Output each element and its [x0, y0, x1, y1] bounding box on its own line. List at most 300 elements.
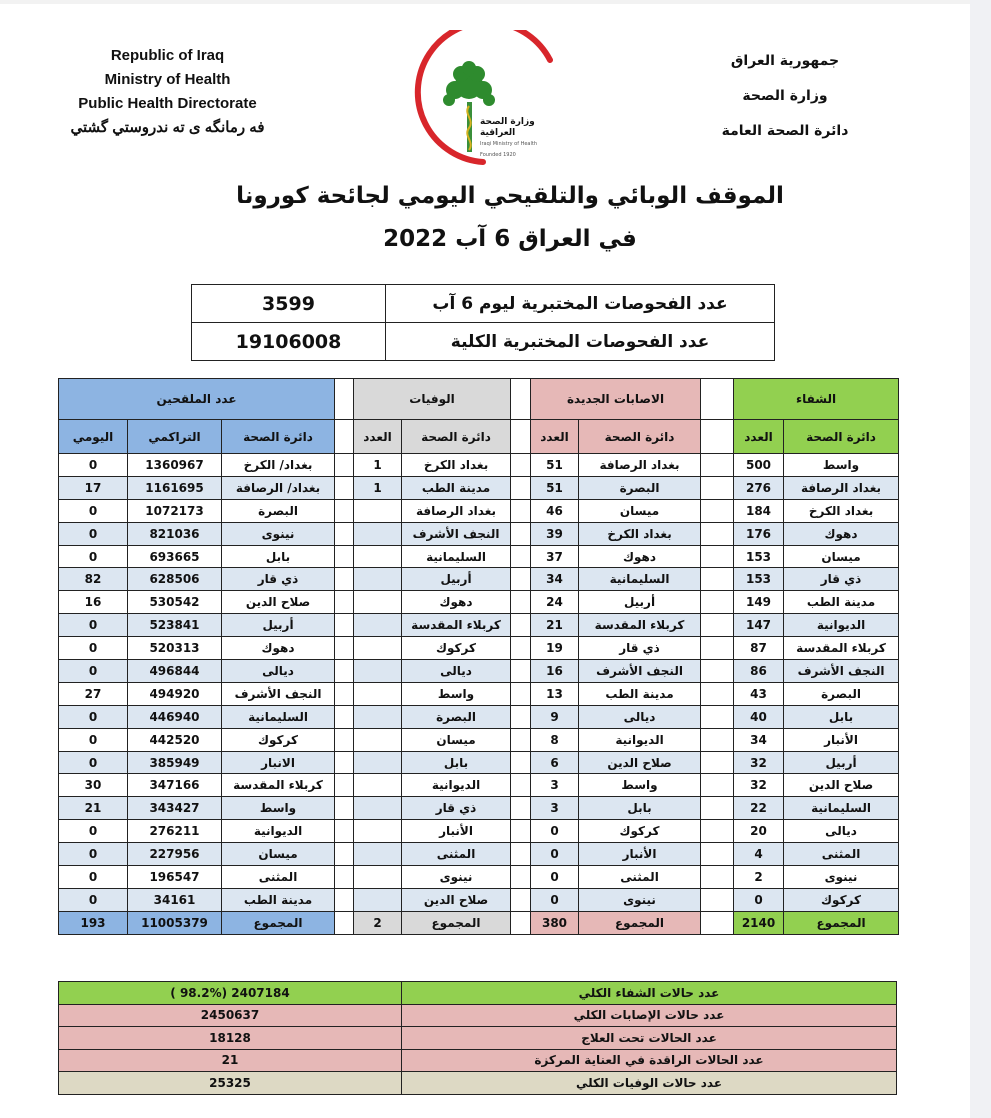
- recovered-directorate-cell: مدينة الطب: [784, 591, 899, 614]
- vaccinated-section-title: عدد الملقحين: [59, 379, 335, 420]
- column-gap: [335, 774, 354, 797]
- vaccinated-daily-cell: 0: [59, 888, 128, 911]
- table-row: [59, 866, 899, 889]
- vaccinated-daily-cell: 0: [59, 728, 128, 751]
- report-title: الموقف الوبائي والتلقيحي اليومي لجائحة كورونا: [236, 183, 784, 209]
- column-gap: [511, 705, 531, 728]
- column-gap: [701, 637, 734, 660]
- english-header-line: Republic of Iraq: [110, 47, 225, 64]
- cases-count-cell: 46: [531, 499, 579, 522]
- deaths-count-cell: [354, 637, 402, 660]
- deaths-count-cell: [354, 522, 402, 545]
- deaths-directorate-cell: النجف الأشرف: [402, 522, 511, 545]
- column-gap: [511, 660, 531, 683]
- col-header-recovered-count: العدد: [734, 420, 784, 454]
- cases-directorate-cell: بابل: [579, 797, 701, 820]
- vaccinated-daily-cell: 16: [59, 591, 128, 614]
- table-row: [59, 591, 899, 614]
- recovered-count-cell: 87: [734, 637, 784, 660]
- column-gap: [701, 751, 734, 774]
- logo-leaf: [443, 94, 455, 106]
- summary-label: عدد حالات الإصابات الكلي: [402, 1004, 897, 1027]
- deaths-directorate-cell: مدينة الطب: [402, 476, 511, 499]
- col-header-cases-count: العدد: [531, 420, 579, 454]
- vaccinated-total-label: المجموع: [222, 911, 335, 934]
- vaccinated-cumulative-cell: 442520: [128, 728, 222, 751]
- table-row: [59, 660, 899, 683]
- recovered-directorate-cell: البصرة: [784, 682, 899, 705]
- cases-directorate-cell: بغداد الرصافة: [579, 454, 701, 477]
- cases-directorate-cell: صلاح الدين: [579, 751, 701, 774]
- report-subtitle: في العراق 6 آب 2022: [383, 226, 637, 252]
- vaccinated-cumulative-cell: 530542: [128, 591, 222, 614]
- deaths-count-cell: 1: [354, 454, 402, 477]
- vaccinated-daily-cell: 0: [59, 637, 128, 660]
- vaccinated-daily-cell: 0: [59, 545, 128, 568]
- recovered-directorate-cell: نينوى: [784, 866, 899, 889]
- cases-count-cell: 6: [531, 751, 579, 774]
- deaths-directorate-cell: الأنبار: [402, 820, 511, 843]
- column-gap: [511, 751, 531, 774]
- logo-text: [480, 117, 560, 161]
- column-gap: [335, 843, 354, 866]
- recovered-directorate-cell: بابل: [784, 705, 899, 728]
- vaccinated-daily-cell: 0: [59, 454, 128, 477]
- recovered-count-cell: 276: [734, 476, 784, 499]
- table-row: [59, 637, 899, 660]
- summary-row-cases: [59, 1004, 897, 1027]
- recovered-count-cell: 149: [734, 591, 784, 614]
- column-gap: [511, 476, 531, 499]
- vaccinated-directorate-cell: بغداد/ الرصافة: [222, 476, 335, 499]
- summary-value: 18128: [59, 1027, 402, 1050]
- recovered-directorate-cell: كربلاء المقدسة: [784, 637, 899, 660]
- table-row: [59, 888, 899, 911]
- logo-leaf: [483, 94, 495, 106]
- deaths-count-cell: [354, 843, 402, 866]
- viewer-side-strip: [970, 0, 991, 1118]
- deaths-count-cell: [354, 888, 402, 911]
- column-gap: [335, 682, 354, 705]
- column-gap: [701, 522, 734, 545]
- recovered-count-cell: 20: [734, 820, 784, 843]
- cases-count-cell: 19: [531, 637, 579, 660]
- column-gap: [335, 866, 354, 889]
- cases-directorate-cell: واسط: [579, 774, 701, 797]
- vaccinated-directorate-cell: واسط: [222, 797, 335, 820]
- kurdish-header-line: فه رمانگه ى ته ندروستي گشتي: [70, 119, 265, 136]
- deaths-directorate-cell: الديوانية: [402, 774, 511, 797]
- col-header-deaths-count: العدد: [354, 420, 402, 454]
- deaths-count-cell: [354, 660, 402, 683]
- column-gap: [701, 820, 734, 843]
- cases-count-cell: 13: [531, 682, 579, 705]
- column-gap: [335, 637, 354, 660]
- column-gap: [335, 379, 354, 420]
- vaccinated-daily-cell: 21: [59, 797, 128, 820]
- vaccinated-directorate-cell: السليمانية: [222, 705, 335, 728]
- summary-value: 2450637: [59, 1004, 402, 1027]
- vaccinated-cumulative-cell: 196547: [128, 866, 222, 889]
- deaths-directorate-cell: بابل: [402, 751, 511, 774]
- column-gap: [701, 379, 734, 420]
- column-gap: [701, 591, 734, 614]
- lab-tests-table: [191, 284, 775, 361]
- col-header-deaths-directorate: دائرة الصحة: [402, 420, 511, 454]
- deaths-directorate-cell: ديالى: [402, 660, 511, 683]
- deaths-count-cell: [354, 568, 402, 591]
- recovered-directorate-cell: الديوانية: [784, 614, 899, 637]
- deaths-total-label: المجموع: [402, 911, 511, 934]
- vaccinated-cumulative-cell: 628506: [128, 568, 222, 591]
- english-header: [60, 44, 275, 140]
- vaccinated-daily-total: 193: [59, 911, 128, 934]
- recovered-directorate-cell: ذي قار: [784, 568, 899, 591]
- deaths-count-cell: [354, 866, 402, 889]
- table-row: [59, 545, 899, 568]
- cases-directorate-cell: البصرة: [579, 476, 701, 499]
- column-gap: [701, 797, 734, 820]
- column-gap: [701, 420, 734, 454]
- vaccinated-daily-cell: 0: [59, 614, 128, 637]
- cases-count-cell: 51: [531, 476, 579, 499]
- deaths-total: 2: [354, 911, 402, 934]
- tests-total-label: عدد الفحوصات المختبرية الكلية: [386, 323, 775, 361]
- column-gap: [511, 774, 531, 797]
- english-header-line: Ministry of Health: [104, 71, 231, 88]
- vaccinated-daily-cell: 30: [59, 774, 128, 797]
- recovered-count-cell: 176: [734, 522, 784, 545]
- col-header-vaccinated-daily: اليومي: [59, 420, 128, 454]
- vaccinated-cumulative-cell: 385949: [128, 751, 222, 774]
- recovered-count-cell: 32: [734, 751, 784, 774]
- vaccinated-directorate-cell: الديوانية: [222, 820, 335, 843]
- logo-name-en: Iraqi Ministry of Health: [480, 141, 538, 147]
- deaths-count-cell: 1: [354, 476, 402, 499]
- vaccinated-daily-cell: 27: [59, 682, 128, 705]
- cases-directorate-cell: مدينة الطب: [579, 682, 701, 705]
- deaths-directorate-cell: السليمانية: [402, 545, 511, 568]
- vaccinated-cumulative-cell: 496844: [128, 660, 222, 683]
- recovered-directorate-cell: ديالى: [784, 820, 899, 843]
- cases-count-cell: 0: [531, 843, 579, 866]
- vaccinated-directorate-cell: كربلاء المقدسة: [222, 774, 335, 797]
- recovered-count-cell: 86: [734, 660, 784, 683]
- totals-row: [59, 911, 899, 934]
- recovered-count-cell: 40: [734, 705, 784, 728]
- tests-daily-value: 3599: [192, 285, 386, 323]
- vaccinated-directorate-cell: دهوك: [222, 637, 335, 660]
- summary-row-deaths: [59, 1072, 897, 1095]
- vaccinated-directorate-cell: ذي قار: [222, 568, 335, 591]
- recovered-directorate-cell: دهوك: [784, 522, 899, 545]
- vaccinated-daily-cell: 0: [59, 499, 128, 522]
- summary-row-active: [59, 1027, 897, 1050]
- cases-directorate-cell: دهوك: [579, 545, 701, 568]
- column-gap: [511, 797, 531, 820]
- summary-value: 21: [59, 1049, 402, 1072]
- column-gap: [511, 614, 531, 637]
- table-row: [59, 614, 899, 637]
- column-gap: [701, 476, 734, 499]
- deaths-directorate-cell: ميسان: [402, 728, 511, 751]
- top-border: [0, 0, 970, 4]
- column-gap: [511, 379, 531, 420]
- column-gap: [335, 522, 354, 545]
- deaths-directorate-cell: بغداد الكرخ: [402, 454, 511, 477]
- recovered-directorate-cell: السليمانية: [784, 797, 899, 820]
- summary-value: ( 98.2%) 2407184: [59, 982, 402, 1005]
- recovered-count-cell: 32: [734, 774, 784, 797]
- column-gap: [335, 820, 354, 843]
- cases-directorate-cell: الأنبار: [579, 843, 701, 866]
- vaccinated-directorate-cell: بابل: [222, 545, 335, 568]
- tests-row-daily: [192, 285, 775, 323]
- column-gap: [335, 545, 354, 568]
- column-gap: [335, 499, 354, 522]
- vaccinated-directorate-cell: كركوك: [222, 728, 335, 751]
- vaccinated-daily-cell: 17: [59, 476, 128, 499]
- column-gap: [701, 888, 734, 911]
- recovered-directorate-cell: بغداد الكرخ: [784, 499, 899, 522]
- column-gap: [701, 568, 734, 591]
- column-gap: [701, 843, 734, 866]
- column-gap: [511, 866, 531, 889]
- vaccinated-daily-cell: 0: [59, 866, 128, 889]
- column-gap: [511, 499, 531, 522]
- col-header-vaccinated-directorate: دائرة الصحة: [222, 420, 335, 454]
- column-gap: [335, 614, 354, 637]
- column-gap: [701, 911, 734, 934]
- col-header-cases-directorate: دائرة الصحة: [579, 420, 701, 454]
- vaccinated-cumulative-total: 11005379: [128, 911, 222, 934]
- vaccinated-directorate-cell: المثنى: [222, 866, 335, 889]
- deaths-count-cell: [354, 728, 402, 751]
- deaths-directorate-cell: كربلاء المقدسة: [402, 614, 511, 637]
- cases-directorate-cell: السليمانية: [579, 568, 701, 591]
- column-gap: [511, 591, 531, 614]
- tests-total-value: 19106008: [192, 323, 386, 361]
- column-gap: [511, 568, 531, 591]
- column-gap: [701, 682, 734, 705]
- vaccinated-cumulative-cell: 1072173: [128, 499, 222, 522]
- section-header-row: [59, 379, 899, 420]
- deaths-count-cell: [354, 614, 402, 637]
- english-header-line: Public Health Directorate: [78, 95, 257, 112]
- vaccinated-daily-cell: 0: [59, 751, 128, 774]
- column-gap: [701, 454, 734, 477]
- recovered-count-cell: 43: [734, 682, 784, 705]
- vaccinated-directorate-cell: بغداد/ الكرخ: [222, 454, 335, 477]
- cases-count-cell: 8: [531, 728, 579, 751]
- column-gap: [511, 637, 531, 660]
- cases-count-cell: 0: [531, 820, 579, 843]
- vaccinated-daily-cell: 0: [59, 820, 128, 843]
- vaccinated-cumulative-cell: 227956: [128, 843, 222, 866]
- column-gap: [335, 728, 354, 751]
- column-gap: [335, 660, 354, 683]
- summary-row-recovered: [59, 982, 897, 1005]
- cases-directorate-cell: كركوك: [579, 820, 701, 843]
- cases-count-cell: 39: [531, 522, 579, 545]
- recovered-total-label: المجموع: [784, 911, 899, 934]
- column-gap: [511, 454, 531, 477]
- recovered-directorate-cell: النجف الأشرف: [784, 660, 899, 683]
- cases-count-cell: 37: [531, 545, 579, 568]
- recovered-directorate-cell: صلاح الدين: [784, 774, 899, 797]
- cases-count-cell: 3: [531, 797, 579, 820]
- deaths-directorate-cell: دهوك: [402, 591, 511, 614]
- cases-count-cell: 16: [531, 660, 579, 683]
- table-row: [59, 568, 899, 591]
- column-header-row: [59, 420, 899, 454]
- table-row: [59, 522, 899, 545]
- deaths-directorate-cell: أربيل: [402, 568, 511, 591]
- column-gap: [701, 545, 734, 568]
- table-row: [59, 843, 899, 866]
- cases-count-cell: 0: [531, 888, 579, 911]
- recovered-count-cell: 500: [734, 454, 784, 477]
- deaths-directorate-cell: واسط: [402, 682, 511, 705]
- vaccinated-directorate-cell: أربيل: [222, 614, 335, 637]
- deaths-count-cell: [354, 705, 402, 728]
- cases-count-cell: 34: [531, 568, 579, 591]
- vaccinated-directorate-cell: ديالى: [222, 660, 335, 683]
- deaths-count-cell: [354, 774, 402, 797]
- deaths-directorate-cell: المثنى: [402, 843, 511, 866]
- vaccinated-cumulative-cell: 693665: [128, 545, 222, 568]
- recovered-directorate-cell: ميسان: [784, 545, 899, 568]
- deaths-count-cell: [354, 499, 402, 522]
- arabic-header: [700, 44, 870, 149]
- vaccinated-cumulative-cell: 446940: [128, 705, 222, 728]
- arabic-header-line: دائرة الصحة العامة: [721, 123, 849, 139]
- cases-count-cell: 3: [531, 774, 579, 797]
- column-gap: [511, 682, 531, 705]
- recovered-directorate-cell: الأنبار: [784, 728, 899, 751]
- vaccinated-cumulative-cell: 821036: [128, 522, 222, 545]
- cases-directorate-cell: ديالى: [579, 705, 701, 728]
- column-gap: [511, 820, 531, 843]
- vaccinated-directorate-cell: الانبار: [222, 751, 335, 774]
- vaccinated-daily-cell: 0: [59, 705, 128, 728]
- column-gap: [335, 591, 354, 614]
- deaths-directorate-cell: كركوك: [402, 637, 511, 660]
- vaccinated-cumulative-cell: 1360967: [128, 454, 222, 477]
- deaths-count-cell: [354, 820, 402, 843]
- column-gap: [335, 751, 354, 774]
- column-gap: [701, 705, 734, 728]
- vaccinated-cumulative-cell: 343427: [128, 797, 222, 820]
- column-gap: [335, 454, 354, 477]
- table-row: [59, 751, 899, 774]
- deaths-count-cell: [354, 591, 402, 614]
- recovered-directorate-cell: بغداد الرصافة: [784, 476, 899, 499]
- cases-directorate-cell: بغداد الكرخ: [579, 522, 701, 545]
- cases-count-cell: 0: [531, 866, 579, 889]
- vaccinated-daily-cell: 82: [59, 568, 128, 591]
- vaccinated-cumulative-cell: 520313: [128, 637, 222, 660]
- column-gap: [511, 888, 531, 911]
- cases-directorate-cell: ميسان: [579, 499, 701, 522]
- tests-row-total: [192, 323, 775, 361]
- recovered-directorate-cell: المثنى: [784, 843, 899, 866]
- deaths-directorate-cell: بغداد الرصافة: [402, 499, 511, 522]
- vaccinated-cumulative-cell: 523841: [128, 614, 222, 637]
- deaths-count-cell: [354, 797, 402, 820]
- vaccinated-cumulative-cell: 1161695: [128, 476, 222, 499]
- column-gap: [335, 568, 354, 591]
- deaths-count-cell: [354, 682, 402, 705]
- recovered-directorate-cell: أربيل: [784, 751, 899, 774]
- column-gap: [335, 888, 354, 911]
- column-gap: [511, 522, 531, 545]
- vaccinated-cumulative-cell: 276211: [128, 820, 222, 843]
- recovered-directorate-cell: واسط: [784, 454, 899, 477]
- arabic-header-line: جمهورية العراق: [730, 53, 840, 69]
- cases-directorate-cell: أربيل: [579, 591, 701, 614]
- table-row: [59, 797, 899, 820]
- summary-label: عدد الحالات الراقدة في العناية المركزة: [402, 1049, 897, 1072]
- vaccinated-directorate-cell: نينوى: [222, 522, 335, 545]
- logo-founded: Founded 1920: [480, 152, 516, 158]
- summary-row-icu: [59, 1049, 897, 1072]
- col-header-recovered-directorate: دائرة الصحة: [784, 420, 899, 454]
- vaccinated-directorate-cell: النجف الأشرف: [222, 682, 335, 705]
- column-gap: [335, 705, 354, 728]
- column-gap: [701, 499, 734, 522]
- cases-directorate-cell: المثنى: [579, 866, 701, 889]
- column-gap: [511, 545, 531, 568]
- vaccinated-cumulative-cell: 347166: [128, 774, 222, 797]
- table-row: [59, 705, 899, 728]
- vaccinated-cumulative-cell: 494920: [128, 682, 222, 705]
- recovered-count-cell: 22: [734, 797, 784, 820]
- recovered-count-cell: 153: [734, 545, 784, 568]
- cases-directorate-cell: النجف الأشرف: [579, 660, 701, 683]
- recovered-count-cell: 2: [734, 866, 784, 889]
- column-gap: [335, 476, 354, 499]
- column-gap: [511, 728, 531, 751]
- column-gap: [511, 420, 531, 454]
- cases-total: 380: [531, 911, 579, 934]
- column-gap: [335, 911, 354, 934]
- vaccinated-directorate-cell: صلاح الدين: [222, 591, 335, 614]
- col-header-vaccinated-cumulative: التراكمي: [128, 420, 222, 454]
- recovered-count-cell: 147: [734, 614, 784, 637]
- column-gap: [511, 911, 531, 934]
- tests-daily-label: عدد الفحوصات المختبرية ليوم 6 آب: [386, 285, 775, 323]
- summary-label: عدد حالات الشفاء الكلي: [402, 982, 897, 1005]
- recovered-section-title: الشفاء: [734, 379, 899, 420]
- table-row: [59, 774, 899, 797]
- cases-count-cell: 51: [531, 454, 579, 477]
- deaths-directorate-cell: نينوى: [402, 866, 511, 889]
- column-gap: [701, 614, 734, 637]
- deaths-count-cell: [354, 545, 402, 568]
- recovered-count-cell: 4: [734, 843, 784, 866]
- table-row: [59, 682, 899, 705]
- table-row: [59, 454, 899, 477]
- vaccinated-daily-cell: 0: [59, 522, 128, 545]
- summary-value: 25325: [59, 1072, 402, 1095]
- arabic-header-line: وزارة الصحة: [742, 88, 828, 104]
- column-gap: [335, 420, 354, 454]
- logo-leaf: [462, 61, 476, 75]
- deaths-directorate-cell: البصرة: [402, 705, 511, 728]
- cases-total-label: المجموع: [579, 911, 701, 934]
- cases-directorate-cell: كربلاء المقدسة: [579, 614, 701, 637]
